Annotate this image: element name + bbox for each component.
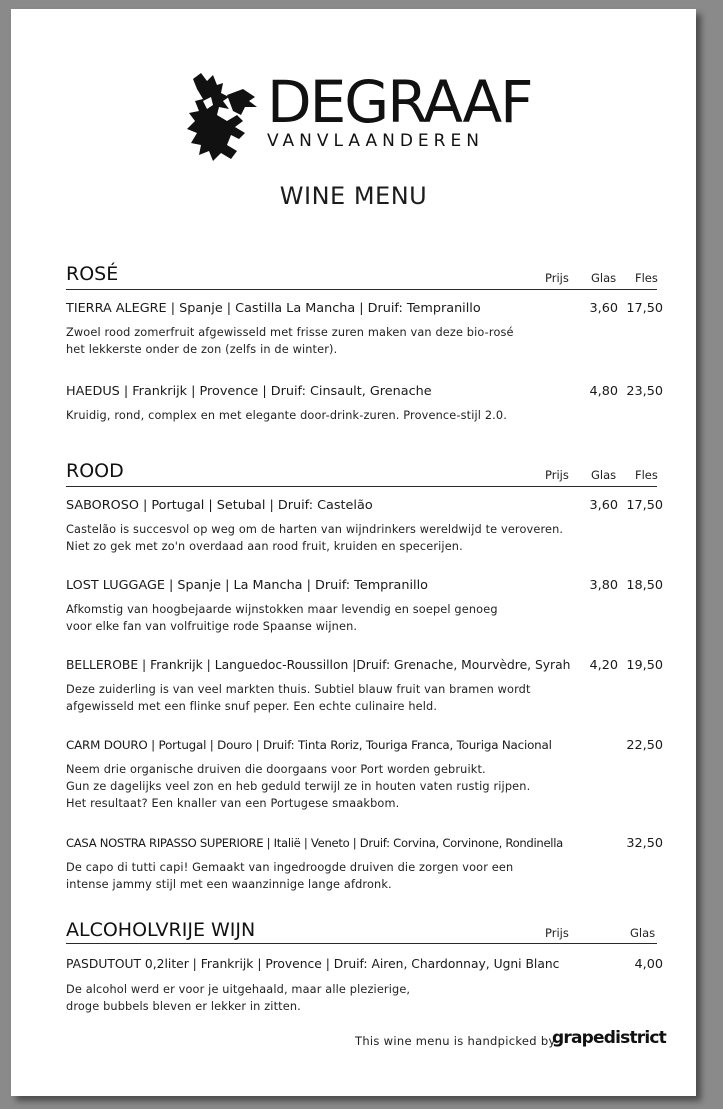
- lion-emblem-icon: [183, 71, 263, 163]
- wine-name: CASA NOSTRA RIPASSO SUPERIORE | Italië | Veneto | Druif: Corvina, Corvinone, Rondinella: [66, 836, 563, 850]
- logo-main-text: DEGRAAF: [267, 68, 532, 136]
- wine-description: Neem drie organische druiven die doorgaans voor Port worden gebruikt. Gun ze dagelijks veel zon en heb geduld terwijl ze in houten vaten rustig rijpen. Het resultaat? Een knaller van een Portugese smaakbom.: [66, 763, 531, 810]
- section-title-rood: ROOD: [66, 460, 124, 482]
- wine-description: Deze zuiderling is van veel markten thuis. Subtiel blauw fruit van bramen wordt afgewisseld met een flinke snuf peper. Een echte culinaire held.: [66, 683, 531, 713]
- col-header-prijs: Prijs: [545, 271, 569, 285]
- section-divider: [66, 289, 657, 290]
- wine-price-glas: 3,80: [589, 578, 618, 593]
- wine-description: Castelão is succesvol op weg om de harten van wijndrinkers wereldwijd te veroveren. Niet zo gek met zo'n overdaad aan rood fruit, kruiden en specerijen.: [66, 523, 564, 553]
- col-header-fles: Fles: [635, 468, 658, 482]
- wine-price-glas: 4,20: [589, 658, 618, 673]
- section-divider: [66, 486, 657, 487]
- logo-wordmark: [267, 68, 532, 136]
- col-header-glas: Glas: [630, 926, 656, 940]
- col-header-prijs: Prijs: [545, 468, 569, 482]
- menu-title: WINE MENU: [279, 182, 428, 210]
- wine-description: Afkomstig van hoogbejaarde wijnstokken maar levendig en soepel genoeg voor elke fan van volfruitige rode Spaanse wijnen.: [66, 603, 498, 633]
- wine-name: CARM DOURO | Portugal | Douro | Druif: Tinta Roriz, Touriga Franca, Touriga Nacional: [66, 738, 552, 752]
- logo-subtitle: VANVLAANDEREN: [267, 131, 484, 151]
- section-title-rose: ROSÉ: [66, 263, 119, 285]
- wine-price-fles: 23,50: [626, 384, 663, 399]
- footer-text: This wine menu is handpicked by: [355, 1034, 556, 1048]
- wine-price-glas: 3,60: [589, 498, 618, 513]
- menu-page: [11, 9, 696, 1096]
- wine-description: De alcohol werd er voor je uitgehaald, maar alle plezierige, droge bubbels bleven er lekker in zitten.: [66, 983, 411, 1013]
- wine-name: BELLEROBE | Frankrijk | Languedoc-Roussillon |Druif: Grenache, Mourvèdre, Syrah: [66, 658, 571, 672]
- col-header-prijs: Prijs: [545, 926, 569, 940]
- col-header-glas: Glas: [591, 271, 617, 285]
- section-divider: [66, 943, 657, 944]
- wine-price-glas: 4,80: [589, 384, 618, 399]
- logo: [183, 68, 533, 166]
- wine-description: Kruidig, rond, complex en met elegante door-drink-zuren. Provence-stijl 2.0.: [66, 409, 507, 422]
- wine-description: De capo di tutti capi! Gemaakt van ingedroogde druiven die zorgen voor een intense jammy stijl met een waanzinnige lange afdronk.: [66, 861, 514, 891]
- wine-name: LOST LUGGAGE | Spanje | La Mancha | Druif: Tempranillo: [66, 578, 428, 593]
- wine-price-fles: 22,50: [626, 738, 663, 753]
- section-title-alcoholvrij: ALCOHOLVRIJE WIJN: [66, 919, 256, 941]
- wine-price-fles: 17,50: [626, 498, 663, 513]
- wine-price-fles: 32,50: [626, 836, 663, 851]
- col-header-glas: Glas: [591, 468, 617, 482]
- col-header-fles: Fles: [635, 271, 658, 285]
- wine-name: TIERRA ALEGRE | Spanje | Castilla La Mancha | Druif: Tempranillo: [66, 301, 481, 316]
- wine-price-fles: 17,50: [626, 301, 663, 316]
- wine-name: SABOROSO | Portugal | Setubal | Druif: Castelão: [66, 498, 373, 513]
- wine-price-fles: 18,50: [626, 578, 663, 593]
- wine-price-fles: 19,50: [626, 658, 663, 673]
- wine-description: Zwoel rood zomerfruit afgewisseld met frisse zuren maken van deze bio-rosé het lekkerste onder de zon (zelfs in de winter).: [66, 326, 514, 356]
- wine-name: PASDUTOUT 0,2liter | Frankrijk | Provence | Druif: Airen, Chardonnay, Ugni Blanc: [66, 957, 560, 971]
- wine-name: HAEDUS | Frankrijk | Provence | Druif: Cinsault, Grenache: [66, 384, 432, 399]
- wine-price-glas: 3,60: [589, 301, 618, 316]
- wine-price-glas: 4,00: [634, 957, 663, 972]
- footer-brand-logo: grapedistrict: [552, 1028, 666, 1048]
